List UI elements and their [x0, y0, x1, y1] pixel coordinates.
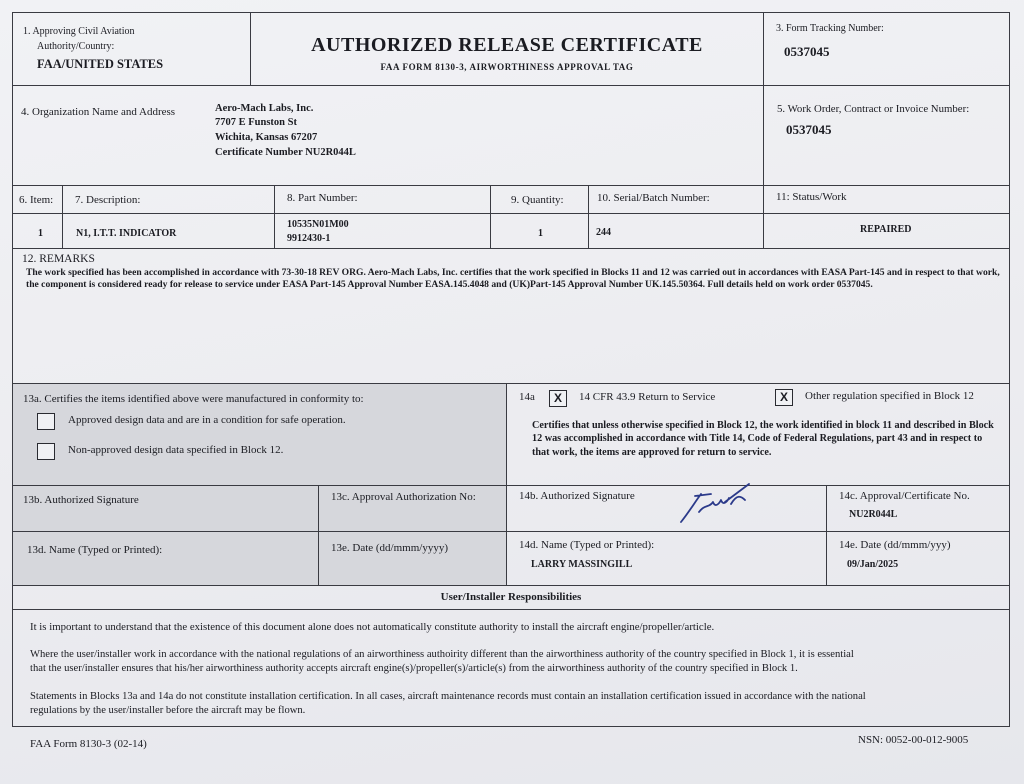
block-5-label: 5. Work Order, Contract or Invoice Number:	[777, 103, 970, 115]
block-14a-certification-text: Certifies that unless otherwise specified in Block 12, the work identified in block 11 and described in Block 12 was accomplished in accordance with Title 14, Code of Federal Regulations, part 43 and in respect to that work, the items are approved for return to service.	[532, 420, 994, 458]
status-value: REPAIRED	[860, 224, 912, 235]
block-13e	[319, 532, 507, 586]
org-certificate: Certificate Number NU2R044L	[215, 147, 356, 158]
block-13c	[319, 486, 507, 532]
cfr-43-9-checkbox[interactable]: X	[549, 390, 567, 407]
serial-value: 244	[596, 227, 611, 238]
responsibilities-paragraph-2-line-1: Where the user/installer work in accordance with the national regulations of an airworthiness authoirity different than the airworthiness authority of the country specified in Block 1, it is essential	[30, 649, 854, 660]
block-14d	[507, 532, 827, 586]
responsibilities-title: User/Installer Responsibilities	[440, 591, 582, 603]
org-city: Wichita, Kansas 67207	[215, 132, 318, 143]
description-value-cell	[63, 214, 275, 249]
serial-header-label: 10. Serial/Batch Number:	[597, 192, 710, 204]
block-14e	[827, 532, 1009, 586]
work-order-number: 0537045	[786, 122, 832, 137]
item-value-cell	[13, 214, 63, 249]
approved-design-label: Approved design data and are in a condition for safe operation.	[68, 414, 346, 426]
nsn-footer: NSN: 0052-00-012-9005	[858, 734, 969, 746]
form-tracking-number: 0537045	[784, 44, 830, 59]
status-header-label: 11: Status/Work	[776, 191, 847, 203]
block-13c-label: 13c. Approval Authorization No:	[331, 491, 476, 503]
block-4	[13, 86, 764, 186]
other-regulation-label: Other regulation specified in Block 12	[805, 390, 974, 402]
block-13e-label: 13e. Date (dd/mmm/yyyy)	[331, 542, 449, 554]
block-13a	[13, 384, 507, 486]
release-date: 09/Jan/2025	[847, 559, 899, 570]
part-number-value-1: 10535N01M00	[287, 219, 349, 230]
quantity-value: 1	[538, 228, 543, 239]
quantity-header-label: 9. Quantity:	[511, 194, 564, 206]
block-14b	[507, 486, 827, 532]
non-approved-design-checkbox[interactable]	[37, 443, 55, 460]
block-1-label-2: Authority/Country:	[37, 41, 115, 52]
approved-design-checkbox[interactable]	[37, 413, 55, 430]
block-13d-label: 13d. Name (Typed or Printed):	[27, 544, 163, 556]
form-title: AUTHORIZED RELEASE CERTIFICATE	[311, 34, 703, 56]
responsibilities-paragraph-2-line-2: that the user/installer ensures that his/her airworthiness authority accepts aircraft engine(s)/propeller(s)/article(s) from the airworthiness authority of the country specified in Block 1.	[30, 663, 798, 674]
cfr-43-9-label: 14 CFR 43.9 Return to Service	[579, 391, 716, 403]
part-number-header-label: 8. Part Number:	[287, 192, 358, 204]
block-13b-label: 13b. Authorized Signature	[23, 494, 139, 506]
responsibilities-header	[13, 586, 1009, 610]
item-header	[13, 186, 63, 214]
block-3-label: 3. Form Tracking Number:	[776, 23, 884, 34]
signature-image	[675, 482, 765, 528]
status-header	[764, 186, 1009, 214]
remarks-label: 12. REMARKS	[22, 253, 95, 265]
serial-header	[589, 186, 764, 214]
status-value-cell	[764, 214, 1009, 249]
block-1	[13, 13, 251, 86]
non-approved-design-label: Non-approved design data specified in Block 12.	[68, 444, 284, 456]
approval-certificate-number: NU2R044L	[849, 509, 898, 520]
block-1-label: 1. Approving Civil Aviation	[23, 26, 135, 37]
description-header-label: 7. Description:	[75, 194, 141, 206]
part-number-header	[275, 186, 491, 214]
responsibilities-paragraph-3-line-1: Statements in Blocks 13a and 14a do not constitute installation certification. In all cases, aircraft maintenance records must contain an installation certification issued in accordance with the national	[30, 691, 866, 702]
serial-value-cell	[589, 214, 764, 249]
block-4-label: 4. Organization Name and Address	[21, 106, 176, 118]
part-number-value-2: 9912430-1	[287, 233, 331, 244]
printed-name: LARRY MASSINGILL	[531, 559, 633, 570]
remarks-text: The work specified has been accomplished in accordance with 73-30-18 REV ORG. Aero-Mach Labs, Inc. certifies that the work specified in Blocks 11 and 12 was carried out in accordances with EASA Part-145 and in respect to that work, the component is considered ready for release to service under EASA Part-145 Approval Number EASA.145.4048 and (UK)Part-145 Approval Number UK.145.50364. Full details held on work order 0537045.	[26, 267, 1000, 291]
org-street: 7707 E Funston St	[215, 117, 297, 128]
description-header	[63, 186, 275, 214]
block-2-title	[251, 13, 764, 86]
block-13a-label: 13a. Certifies the items identified above were manufactured in conformity to:	[23, 393, 364, 405]
quantity-value-cell	[491, 214, 589, 249]
block-14a-label: 14a	[519, 391, 535, 403]
other-regulation-checkbox[interactable]: X	[775, 389, 793, 406]
description-value: N1, I.T.T. INDICATOR	[76, 228, 177, 239]
block-14d-label: 14d. Name (Typed or Printed):	[519, 539, 655, 551]
org-name: Aero-Mach Labs, Inc.	[215, 103, 314, 114]
block-14e-label: 14e. Date (dd/mmm/yyy)	[839, 539, 951, 551]
responsibilities-paragraph-3-line-2: regulations by the user/installer before the aircraft may be flown.	[30, 705, 306, 716]
quantity-header	[491, 186, 589, 214]
item-header-label: 6. Item:	[19, 194, 54, 206]
item-value: 1	[38, 228, 43, 239]
responsibilities-paragraph-1: It is important to understand that the existence of this document alone does not automatically constitute authority to install the aircraft engine/propeller/article.	[30, 621, 715, 633]
form-subtitle: FAA FORM 8130-3, AIRWORTHINESS APPROVAL TAG	[380, 62, 634, 72]
block-3	[764, 13, 1009, 86]
form-id-footer: FAA Form 8130-3 (02-14)	[30, 738, 147, 750]
block-5	[764, 86, 1009, 186]
approving-authority-value: FAA/UNITED STATES	[37, 57, 164, 71]
block-13b	[13, 486, 319, 532]
block-14c-label: 14c. Approval/Certificate No.	[839, 490, 970, 502]
block-13d	[13, 532, 319, 586]
part-number-value-cell	[275, 214, 491, 249]
block-14b-label: 14b. Authorized Signature	[519, 490, 635, 502]
block-14c	[827, 486, 1009, 532]
